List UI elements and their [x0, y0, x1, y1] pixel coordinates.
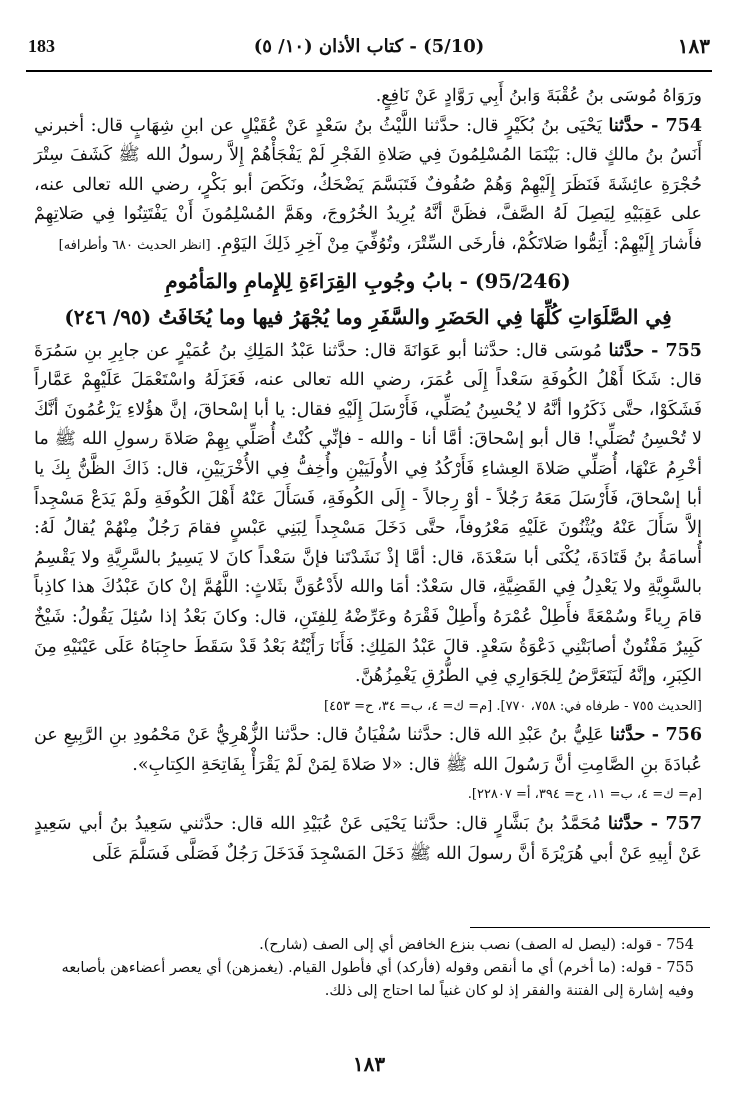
- footnotes: [40, 934, 694, 1003]
- chapter-heading-line2: فِي الصَّلَوَاتِ كُلِّهَا فِي الحَضَرِ والسَّفَرِ وما يُجْهَرُ فيها وما يُخَافَتُ (٩٥/ ٢٤٦): [64, 304, 672, 329]
- hadith-754-text: يَحْيَى بنُ بُكَيْرٍ قال: حدَّثنا اللَّيْثُ بنُ سَعْدٍ عَنْ عُقَيْلٍ عن ابنِ شِهَابٍ قال: أخبرني أَنَسُ بنُ مالكٍ قال: بَيْنَمَا المُسْلِمُونَ فِي صَلاةِ الفَجْرِ لَمْ يَفْجَأْهُمْ إِلاَّ رسولُ الله ﷺ كَشَفَ سِتْرَ حُجْرَةِ عائِشَةَ فَنَظَرَ إِلَيْهِمْ وَهُمْ صُفُوفٌ فَتَبَسَّمَ يَضْحَكُ، ونَكَصَ أبو بَكْرٍ، رضي الله تعالى عنه، على عَقِبَيْهِ لِيَصِلَ لَهُ الصَّفَّ، فظَنَّ أنَّهُ يُرِيدُ الخُرُوجَ، وهَمَّ المُسْلِمُونَ أَنْ يَفْتَتِنُوا فِي صَلاتِهِمْ فأَشارَ إِلَيْهِمْ: أَتِمُّوا صَلاتَكُمْ، فأرخَى السِّتْرَ، وتُوُفِّيَ مِنْ آخِرِ ذَلِكَ اليَوْمِ.: [34, 115, 702, 254]
- running-title: (5/10) - كتاب الأذان (١٠/ ٥): [253, 36, 485, 57]
- page-header: [28, 34, 710, 66]
- page-footer-number: ١٨٣: [352, 1052, 386, 1076]
- hadith-757-number: 757 - حدَّثنا: [607, 814, 702, 835]
- hadith-755-text: مُوسَى قال: حدَّثنا أبو عَوَانَةَ قال: حدَّثنا عَبْدُ المَلِكِ بنُ عُمَيْرٍ عن جابِرِ بنِ سَمُرَةَ قال: شَكَا أَهْلُ الكُوفَةِ سَعْداً إِلَى عُمَرَ، رضي الله تعالى عنه، فَعَزَلَهُ واسْتَعْمَلَ عَلَيْهِمْ عَمَّاراً فَشَكَوْا، حتَّى ذَكَرُوا أنَّهُ لا يُحْسِنُ يُصَلِّي، فَأَرْسَلَ إِلَيْهِ فقال: يا أبا إسْحاقَ، إنَّ هؤُلاءِ يَزْعُمُونَ أنَّكَ لا تُحْسِنُ تُصَلِّي! قال أبو إسْحاقَ: أمَّا أنا - والله - فإنِّي كُنْتُ أُصَلِّي بِهِمْ صَلاةَ رسولِ الله ﷺ ما أخْرِمُ عَنْهَا، أُصَلِّي صَلاةَ العِشاءِ فَأَرْكُدُ فِي الأُولَيَيْنِ وأُخِفُّ فِي الأُخْرَيَيْنِ، قال: ذَاكَ الظَّنُّ بِكَ يا أبا إسْحاقَ، فَأَرْسَلَ مَعَهُ رَجُلاً - أوْ رِجالاً - إِلَى الكُوفَةِ، فَسَأَلَ عَنْهُ أَهْلَ الكُوفَةِ ولَمْ يَدَعْ مَسْجِداً إلاَّ سَأَلَ عَنْهُ ويُثْنُونَ عَلَيْهِ مَعْرُوفاً، حتَّى دَخَلَ مَسْجِداً لِبَنِي عَبْسٍ فقامَ رَجُلٌ مِنْهُمْ يُقالُ لَهُ: أُسامَةُ بنُ قَتَادَةَ، يُكْنَى أبا سَعْدَةَ، قال: أمَّا إذْ نَشَدْتَنا فإنَّ سَعْداً كانَ لا يَسِيرُ بالسَّرِيَّةِ ولا يَقْسِمُ بالسَّوِيَّةِ ولا يَعْدِلُ فِي القَضِيَّةِ، قال سَعْدٌ: أمَا والله لأَدْعُوَنَّ بثَلاثٍ: اللَّهُمَّ إنْ كانَ عَبْدُكَ هذا كاذِباً قامَ رِياءً وسُمْعَةً فأَطِلْ عُمْرَهُ وأَطِلْ فَقْرَهُ وعَرِّضْهُ لِلفِتَنِ، قال: وكانَ بَعْدُ إذا سُئِلَ يَقُولُ: شَيْخٌ كَبِيرٌ مَفْتُونٌ أصابَتْنِي دَعْوَةُ سَعْدٍ. قالَ عَبْدُ المَلِكِ: فَأَنَا رَأَيْتُهُ بَعْدُ قَدْ سَقَطَ حاجِبَاهُ عَلَى عَيْنَيْهِ مِنَ الكِبَرِ، وإنَّهُ لَيَتَعَرَّضُ لِلجَوَارِي فِي الطُّرُقِ يَغْمِزُهُنَّ.: [34, 340, 702, 687]
- hadith-756-ref: [م= ك= ٤، ب= ١١، ح= ٣٩٤، أ= ٢٢٨٠٧].: [467, 787, 702, 803]
- hadith-754: [34, 112, 702, 261]
- hadith-757-text: مُحَمَّدُ بنُ بَشَّارٍ قال: حدَّثنا يَحْيَى عَنْ عُبَيْدِ الله قال: حدَّثني سَعِيدُ بنُ أبي سَعِيدٍ عَنْ أبِيهِ عَنْ أبي هُرَيْرَةَ أنَّ رسولَ الله ﷺ دَخَلَ المَسْجِدَ فَدَخَلَ رَجُلٌ فَصَلَّى فَسَلَّمَ عَلَى: [34, 814, 702, 864]
- chapter-heading: [34, 263, 702, 335]
- header-rule: [26, 70, 712, 72]
- hadith-756-number: 756 - حدَّثنا: [609, 725, 702, 746]
- hadith-755-ref: [الحديث ٧٥٥ - طرفاه في: ٧٥٨، ٧٧٠]. [م= ك= ٤، ب= ٣٤، ح= ٤٥٣]: [324, 698, 702, 714]
- page-number-arabic: ١٨٣: [677, 34, 710, 58]
- hadith-755-number: 755 - حدَّثنا: [608, 340, 702, 361]
- hadith-756-text: عَلِيُّ بنُ عَبْدِ الله قال: حدَّثنا سُفْيَانُ قال: حدَّثنا الزُّهْرِيُّ عَنْ مَحْمُودِ بنِ الرَّبِيعِ عن عُبادَةَ بنِ الصَّامِتِ أنَّ رَسُولَ الله ﷺ قال: «لا صَلاةَ لِمَنْ لَمْ يَقْرَأْ بِفَاتِحَةِ الكِتابِ».: [34, 725, 702, 775]
- hadith-754-number: 754 - حدَّثنا: [608, 115, 703, 136]
- hadith-754-ref: [انظر الحديث ٦٨٠ وأطرافه]: [58, 237, 211, 253]
- main-text: [34, 82, 702, 869]
- hadith-757: [34, 810, 702, 869]
- footnote-754: 754 - قوله: (ليصل له الصف) نصب بنزع الخافض أي إلى الصف (شارح).: [259, 937, 694, 953]
- footnote-755: 755 - قوله: (ما أخرم) أي ما أنقص وقوله (فأركد) أي فأطول القيام. (يغمزهن) أي يعصر أعضاءهن بأصابعه وفيه إشارة إلى الفتنة والفقر إذ لو كان غنياً لما احتاج إلى ذلك.: [61, 960, 694, 999]
- page-number-latin: 183: [28, 36, 55, 56]
- hadith-755: [34, 337, 702, 692]
- footnote-rule: [470, 927, 710, 928]
- chapter-heading-line1: (95/246) - بابُ وجُوبِ القِرَاءَةِ لِلإِمامِ والمَأمُومِ: [165, 268, 571, 293]
- hadith-756: [34, 721, 702, 780]
- paragraph-narration: ورَوَاهُ مُوسَى بنُ عُقْبَةَ وَابنُ أَبِي رَوَّادٍ عَنْ نَافِعٍ.: [375, 86, 702, 106]
